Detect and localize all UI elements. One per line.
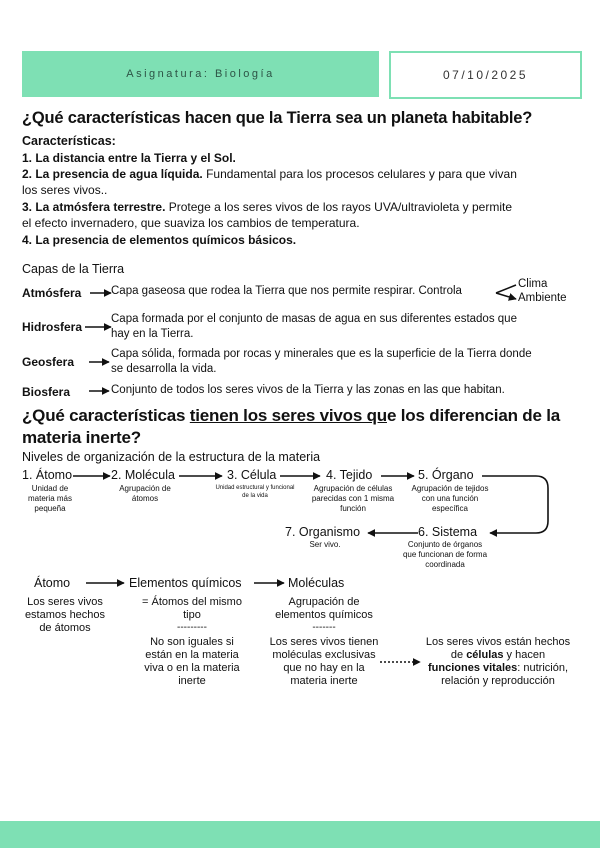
level-organ: 5. Órgano	[418, 468, 474, 482]
level-tissue: 4. Tejido	[326, 468, 373, 482]
layer-biosphere-label: Biosfera	[22, 385, 71, 399]
characteristic-3-line2: el efecto invernadero, que suaviza los cambios de temperatura.	[22, 216, 360, 230]
chem-elements-desc-2: No son iguales si están en la materia viva o en la materia inerte	[144, 636, 240, 687]
layer-hydrosphere-desc: Capa formada por el conjunto de masas de agua en sus diferentes estados que	[111, 313, 517, 325]
level-cell: 3. Célula	[227, 468, 277, 482]
levels-title: Niveles de organización de la estructura de la materia	[22, 450, 321, 464]
chem-atom-desc: Los seres vivos estamos hechos de átomos	[24, 596, 106, 634]
level-organ-desc: Agrupación de tejidos con una función específica	[411, 484, 489, 513]
atmosphere-branch-environment: Ambiente	[518, 292, 567, 304]
level-organism: 7. Organismo	[285, 525, 361, 539]
arrow-organ-system	[482, 476, 548, 533]
level-molecule: 2. Molécula	[111, 468, 175, 482]
chem-molecules-divider: -------	[312, 622, 336, 633]
living-beings-conclusion: Los seres vivos están hechos de células y hacen funciones vitales: nutrición, relación y reproducción	[425, 636, 571, 687]
layer-geosphere-desc: Capa sólida, formada por rocas y minerales que es la superficie de la Tierra donde	[111, 348, 532, 360]
layer-geosphere-label: Geosfera	[22, 355, 75, 369]
level-atom-desc: Unidad de materia más pequeña	[27, 484, 72, 513]
characteristic-2-line2: los seres vivos..	[22, 183, 108, 197]
layer-hydrosphere-desc-2: hay en la Tierra.	[111, 328, 194, 340]
level-tissue-desc: Agrupación de células parecidas con 1 misma función	[311, 484, 395, 513]
chem-atom: Átomo	[34, 576, 71, 590]
characteristic-1: 1. La distancia entre la Tierra y el Sol.	[22, 151, 236, 165]
atmosphere-branch-climate: Clima	[518, 278, 548, 290]
subject-banner: Asignatura: Biología	[22, 51, 379, 97]
question-living-title-2: materia inerte?	[22, 428, 141, 447]
chem-elements-desc: = Átomos del mismo tipo	[142, 596, 242, 621]
chem-elements-divider: ---------	[177, 622, 207, 633]
chem-molecules-desc: Agrupación de elementos químicos	[275, 596, 373, 621]
level-cell-desc: Unidad estructural y funcional de la vida	[215, 485, 295, 499]
level-system-desc: Conjunto de órganos que funcionan de forma coordinada	[402, 540, 488, 569]
chem-molecules-desc-2: Los seres vivos tienen moléculas exclusivas que no hay en la materia inerte	[269, 636, 379, 687]
characteristic-2: 2. La presencia de agua líquida. Fundamental para los procesos celulares y para que vivan	[22, 167, 517, 181]
level-system: 6. Sistema	[418, 525, 478, 539]
layer-atmosphere-label: Atmósfera	[22, 286, 82, 300]
date-box: 07/10/2025	[389, 51, 582, 99]
level-organism-desc: Ser vivo.	[309, 540, 341, 549]
layer-geosphere-desc-2: se desarrolla la vida.	[111, 363, 217, 375]
question-habitable-title: ¿Qué características hacen que la Tierra sea un planeta habitable?	[22, 109, 533, 127]
characteristic-4: 4. La presencia de elementos químicos básicos.	[22, 233, 297, 247]
characteristic-3: 3. La atmósfera terrestre. Protege a los seres vivos de los rayos UVA/ultravioleta y permite	[22, 200, 512, 214]
layers-title: Capas de la Tierra	[22, 262, 125, 276]
chem-elements: Elementos químicos	[129, 576, 242, 590]
footer-band	[0, 821, 600, 848]
level-molecule-desc: Agrupación de átomos	[119, 484, 171, 503]
chem-molecules: Moléculas	[288, 576, 345, 590]
question-living-title: ¿Qué características tienen los seres vivos que los diferencian de la	[22, 406, 561, 425]
layer-hydrosphere-label: Hidrosfera	[22, 320, 83, 334]
level-atom: 1. Átomo	[22, 468, 73, 482]
layer-atmosphere-desc: Capa gaseosa que rodea la Tierra que nos permite respirar. Controla	[111, 285, 462, 297]
branch-arrow-icon	[496, 285, 516, 299]
characteristics-subtitle: Características:	[22, 134, 116, 148]
layer-biosphere-desc: Conjunto de todos los seres vivos de la Tierra y las zonas en las que habitan.	[111, 384, 505, 396]
